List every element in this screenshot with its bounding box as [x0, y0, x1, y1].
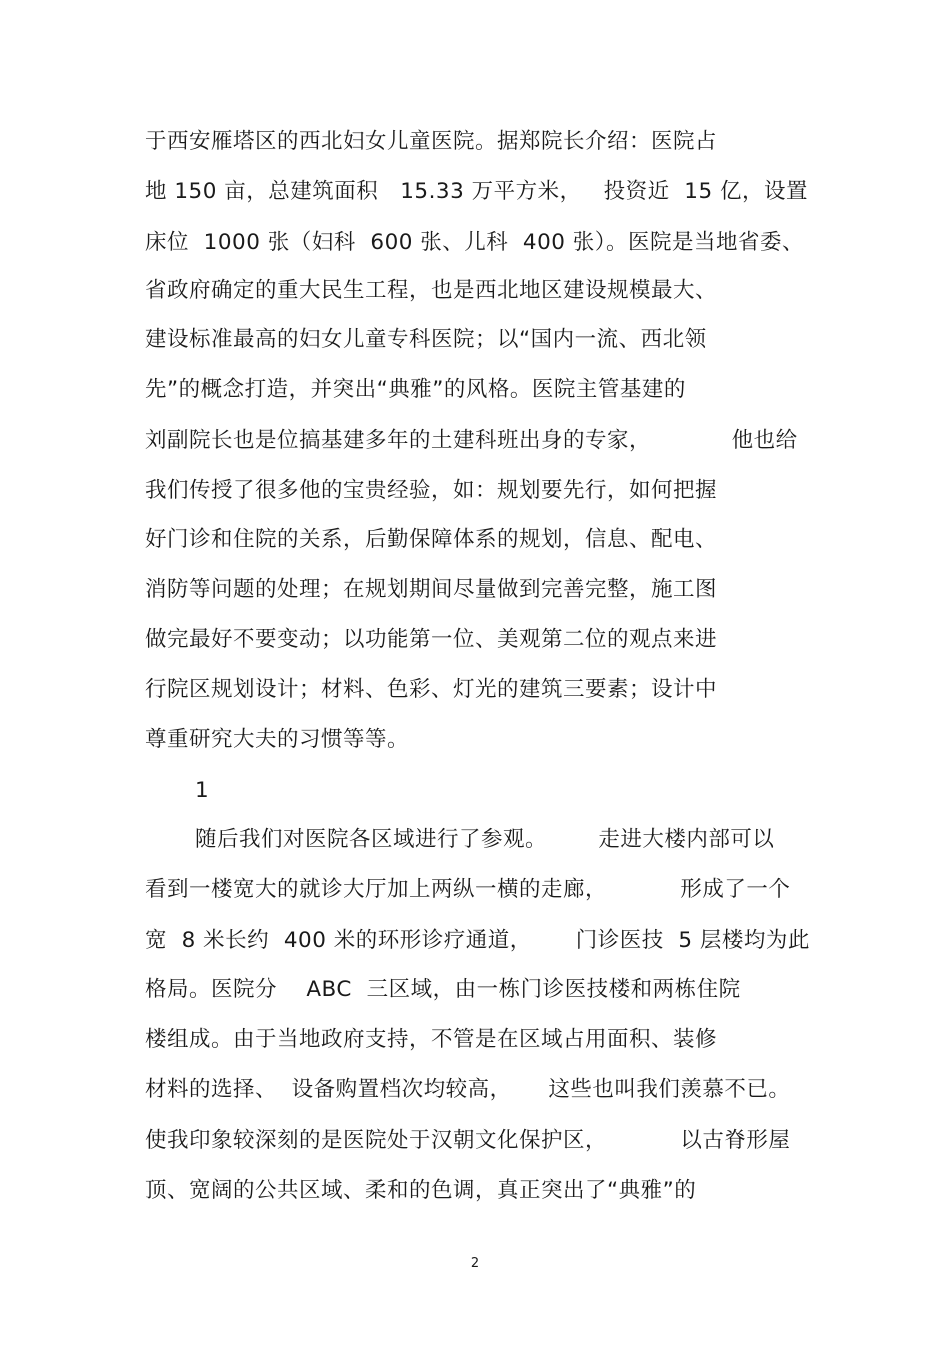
paragraph-1-line-9: 好门诊和住院的关系，后勤保障体系的规划，信息、配电、 — [145, 527, 718, 552]
paragraph-2-line-6: 材料的选择、 设备购置档次均较高， 这些也叫我们羡慕不已。 — [145, 1077, 791, 1102]
paragraph-2-line-5: 楼组成。由于当地政府支持，不管是在区域占用面积、装修 — [145, 1027, 718, 1052]
paragraph-2-line-7: 使我印象较深刻的是医院处于汉朝文化保护区， 以古脊形屋 — [145, 1128, 791, 1153]
section-marker: 1 — [195, 778, 210, 803]
paragraph-2-line-8: 顶、宽阔的公共区域、柔和的色调，真正突出了“典雅”的 — [145, 1178, 697, 1203]
paragraph-1-line-13: 尊重研究大夫的习惯等等。 — [145, 727, 410, 752]
paragraph-1-line-2: 地 150 亩，总建筑面积 15.33 万平方米， 投资近 15 亿，设置 — [145, 179, 808, 204]
paragraph-1-line-6: 先”的概念打造，并突出“典雅”的风格。医院主管基建的 — [145, 377, 686, 402]
paragraph-1-line-11: 做完最好不要变动；以功能第一位、美观第二位的观点来进 — [145, 627, 718, 652]
paragraph-1-line-10: 消防等问题的处理；在规划期间尽量做到完善完整，施工图 — [145, 577, 718, 602]
paragraph-1-line-4: 省政府确定的重大民生工程，也是西北地区建设规模最大、 — [145, 278, 718, 303]
paragraph-2-line-4: 格局。医院分 ABC 三区域，由一栋门诊医技楼和两栋住院 — [145, 977, 741, 1002]
paragraph-1-line-12: 行院区规划设计；材料、色彩、灯光的建筑三要素；设计中 — [145, 677, 718, 702]
paragraph-1-line-8: 我们传授了很多他的宝贵经验，如：规划要先行，如何把握 — [145, 478, 718, 503]
paragraph-1-line-7: 刘副院长也是位搞基建多年的土建科班出身的专家， 他也给 — [145, 428, 798, 453]
paragraph-1-line-1: 于西安雁塔区的西北妇女儿童医院。据郑院长介绍：医院占 — [145, 129, 718, 154]
paragraph-1-line-5: 建设标准最高的妇女儿童专科医院；以“国内一流、西北领 — [145, 327, 707, 352]
paragraph-1-line-3: 床位 1000 张（妇科 600 张、儿科 400 张）。医院是当地省委、 — [145, 230, 805, 255]
page-number: 2 — [470, 1256, 480, 1271]
paragraph-2-line-1: 随后我们对医院各区域进行了参观。 走进大楼内部可以 — [195, 827, 775, 852]
paragraph-2-line-2: 看到一楼宽大的就诊大厅加上两纵一横的走廊， 形成了一个 — [145, 877, 791, 902]
paragraph-2-line-3: 宽 8 米长约 400 米的环形诊疗通道， 门诊医技 5 层楼均为此 — [145, 928, 810, 953]
